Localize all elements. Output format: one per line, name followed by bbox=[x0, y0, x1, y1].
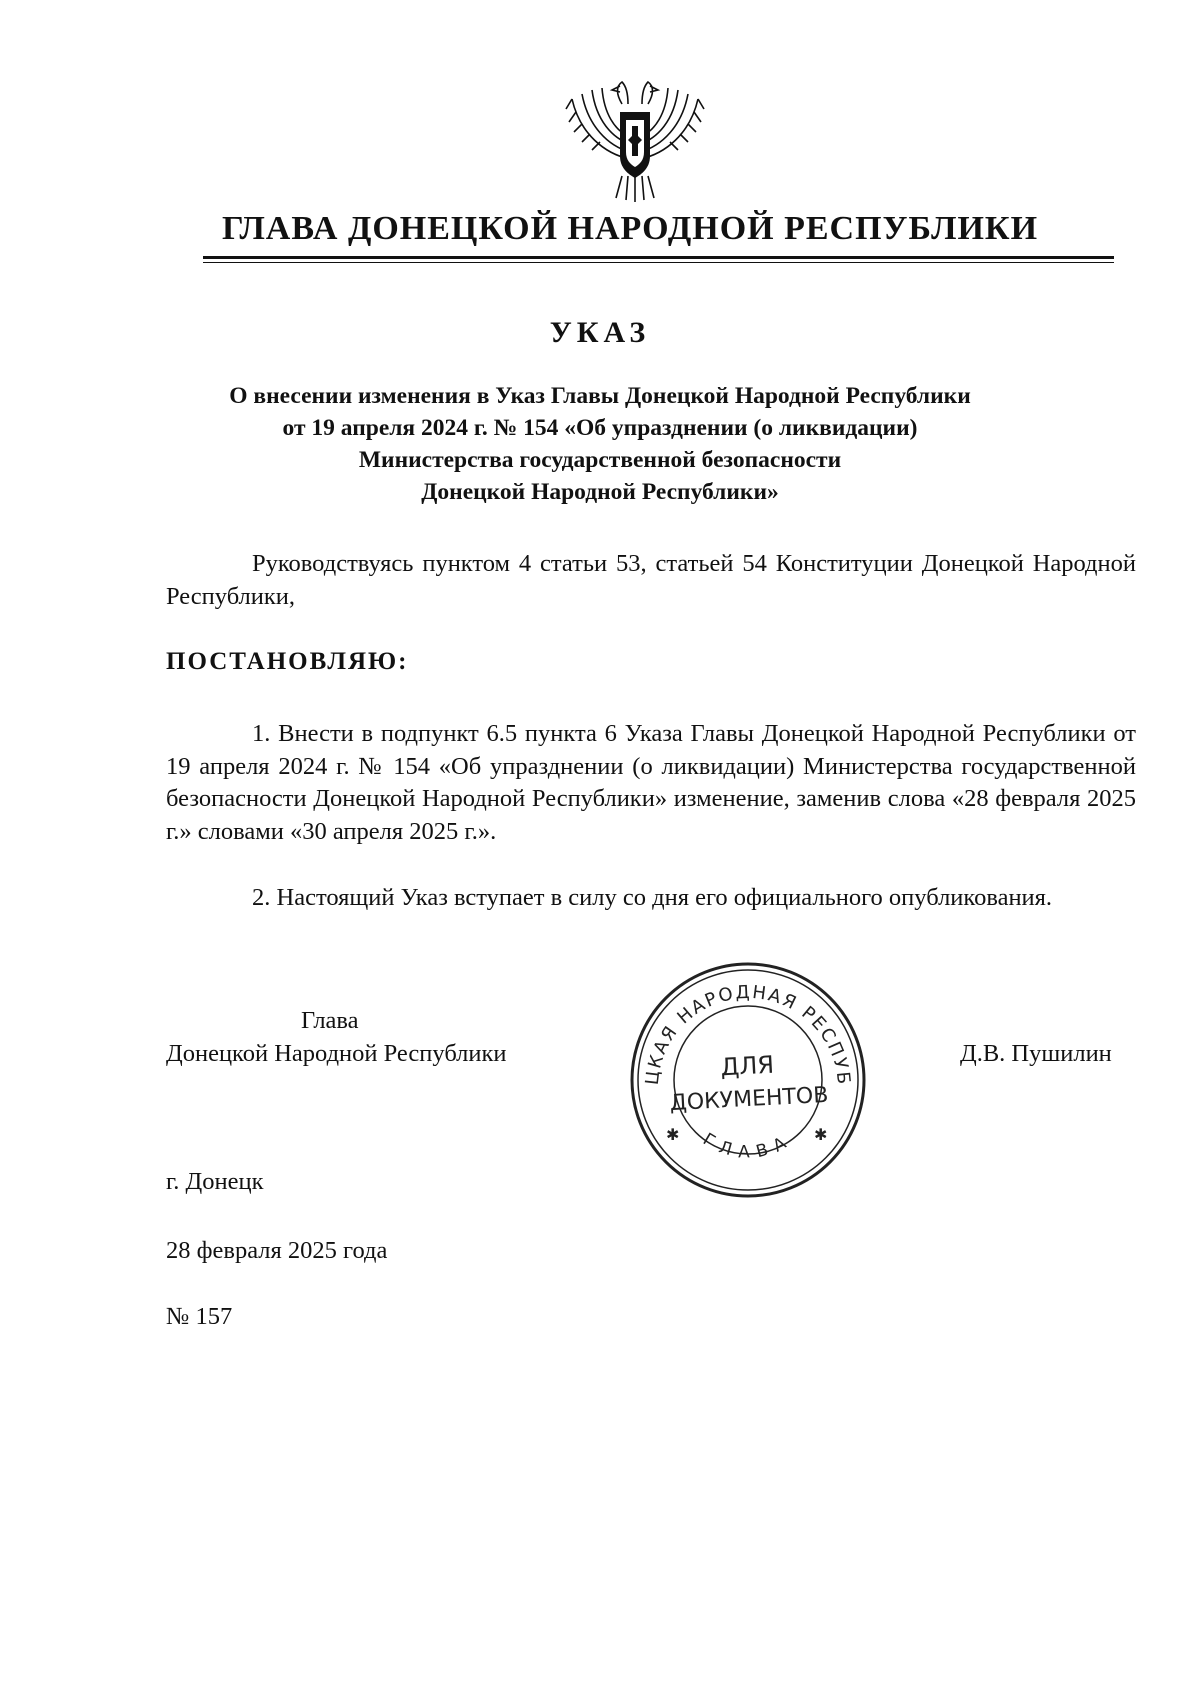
subject-line: от 19 апреля 2024 г. № 154 «Об упразднении (о ликвидации) bbox=[282, 415, 918, 441]
coat-of-arms-icon bbox=[560, 64, 710, 204]
stamp-center-line: ДЛЯ bbox=[719, 1050, 775, 1082]
stamp-star-icon: ✱ bbox=[814, 1125, 828, 1144]
stamp-center-line: ДОКУМЕНТОВ bbox=[669, 1082, 829, 1117]
header-divider-thin bbox=[203, 262, 1114, 263]
document-number: № 157 bbox=[166, 1303, 233, 1330]
svg-text:ГЛАВА bbox=[699, 1129, 796, 1162]
official-stamp bbox=[628, 960, 868, 1200]
issue-city: г. Донецк bbox=[166, 1168, 264, 1195]
issuer-title: ГЛАВА ДОНЕЦКОЙ НАРОДНОЙ РЕСПУБЛИКИ bbox=[221, 210, 1039, 247]
header-divider-thick bbox=[203, 256, 1114, 259]
subject-line: Министерства государственной безопасности bbox=[358, 447, 842, 473]
document-type: УКАЗ bbox=[549, 316, 651, 349]
issue-date: 28 февраля 2025 года bbox=[166, 1237, 388, 1264]
legal-basis-paragraph: Руководствуясь пунктом 4 статьи 53, статьей 54 Конституции Донецкой Народной Республики, bbox=[166, 550, 1136, 610]
subject-line: О внесении изменения в Указ Главы Донецкой Народной Республики bbox=[229, 383, 971, 409]
document-subject bbox=[150, 380, 1050, 508]
signatory-position-line: Глава bbox=[301, 1007, 359, 1034]
stamp-star-icon: ✱ bbox=[666, 1125, 680, 1144]
decree-item: 1. Внести в подпункт 6.5 пункта 6 Указа Главы Донецкой Народной Республики от 19 апреля 2024 г. № 154 «Об упразднении (о ликвидации) Министерства государственной безопасности Донецкой Народной Республики» изменение, заменив слова «28 февраля 2025 г.» словами «30 апреля 2025 г.». bbox=[166, 720, 1136, 845]
stamp-bottom-text: ГЛАВА bbox=[699, 1129, 797, 1163]
signatory-name: Д.В. Пушилин bbox=[960, 1040, 1112, 1067]
stamp-outer-text: ЦКАЯ НАРОДНАЯ РЕСПУБ bbox=[641, 981, 855, 1088]
decree-verb: ПОСТАНОВЛЯЮ: bbox=[166, 648, 409, 675]
subject-line: Донецкой Народной Республики» bbox=[421, 479, 779, 505]
decree-item: 2. Настоящий Указ вступает в силу со дня его официального опубликования. bbox=[252, 884, 1053, 911]
signatory-position-line: Донецкой Народной Республики bbox=[166, 1040, 507, 1067]
